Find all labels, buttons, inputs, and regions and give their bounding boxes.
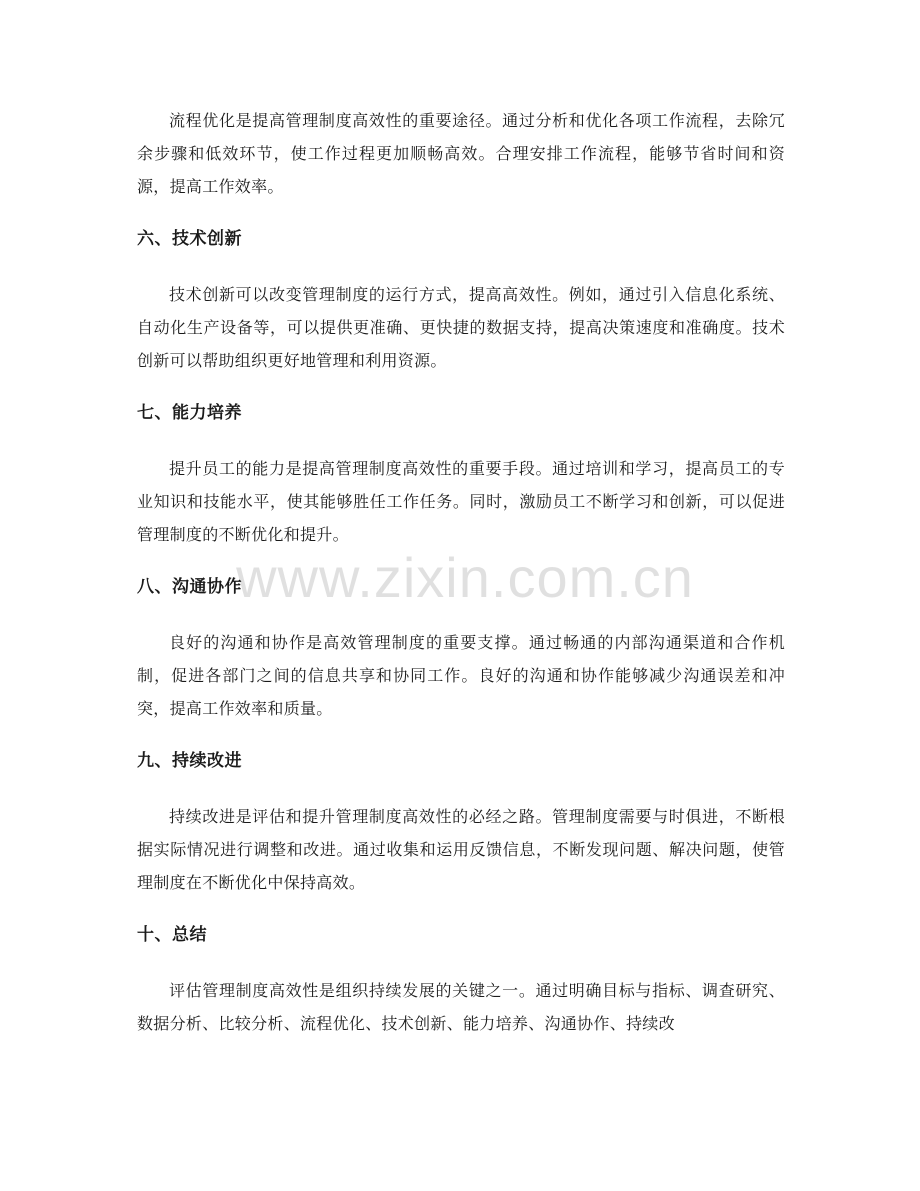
section-heading-6: 六、技术创新 <box>137 229 242 249</box>
section-heading-8: 八、沟通协作 <box>137 577 242 597</box>
section-heading-10: 十、总结 <box>137 925 207 945</box>
section-body-8: 良好的沟通和协作是高效管理制度的重要支撑。通过畅通的内部沟通渠道和合作机制，促进各部门之间的信息共享和协同工作。良好的沟通和协作能够减少沟通误差和冲突，提高工作效率和质量。 <box>137 633 785 718</box>
section-body-6: 技术创新可以改变管理制度的运行方式，提高高效性。例如，通过引入信息化系统、自动化生产设备等，可以提供更准确、更快捷的数据支持，提高决策速度和准确度。技术创新可以帮助组织更好地管理和利用资源。 <box>137 285 785 370</box>
section-body-7: 提升员工的能力是提高管理制度高效性的重要手段。通过培训和学习，提高员工的专业知识和技能水平，使其能够胜任工作任务。同时，激励员工不断学习和创新，可以促进管理制度的不断优化和提升。 <box>137 459 785 544</box>
section-heading-7: 七、能力培养 <box>137 403 242 423</box>
section-body-10: 评估管理制度高效性是组织持续发展的关键之一。通过明确目标与指标、调查研究、数据分析、比较分析、流程优化、技术创新、能力培养、沟通协作、持续改 <box>137 981 785 1033</box>
watermark: www.zixin.com.cn <box>236 546 694 609</box>
paragraph-intro: 流程优化是提高管理制度高效性的重要途径。通过分析和优化各项工作流程，去除冗余步骤和低效环节，使工作过程更加顺畅高效。合理安排工作流程，能够节省时间和资源，提高工作效率。 <box>137 111 785 196</box>
section-heading-9: 九、持续改进 <box>137 751 242 771</box>
section-body-9: 持续改进是评估和提升管理制度高效性的必经之路。管理制度需要与时俱进，不断根据实际情况进行调整和改进。通过收集和运用反馈信息，不断发现问题、解决问题，使管理制度在不断优化中保持高效。 <box>137 807 785 892</box>
document-content <box>137 104 785 1040</box>
